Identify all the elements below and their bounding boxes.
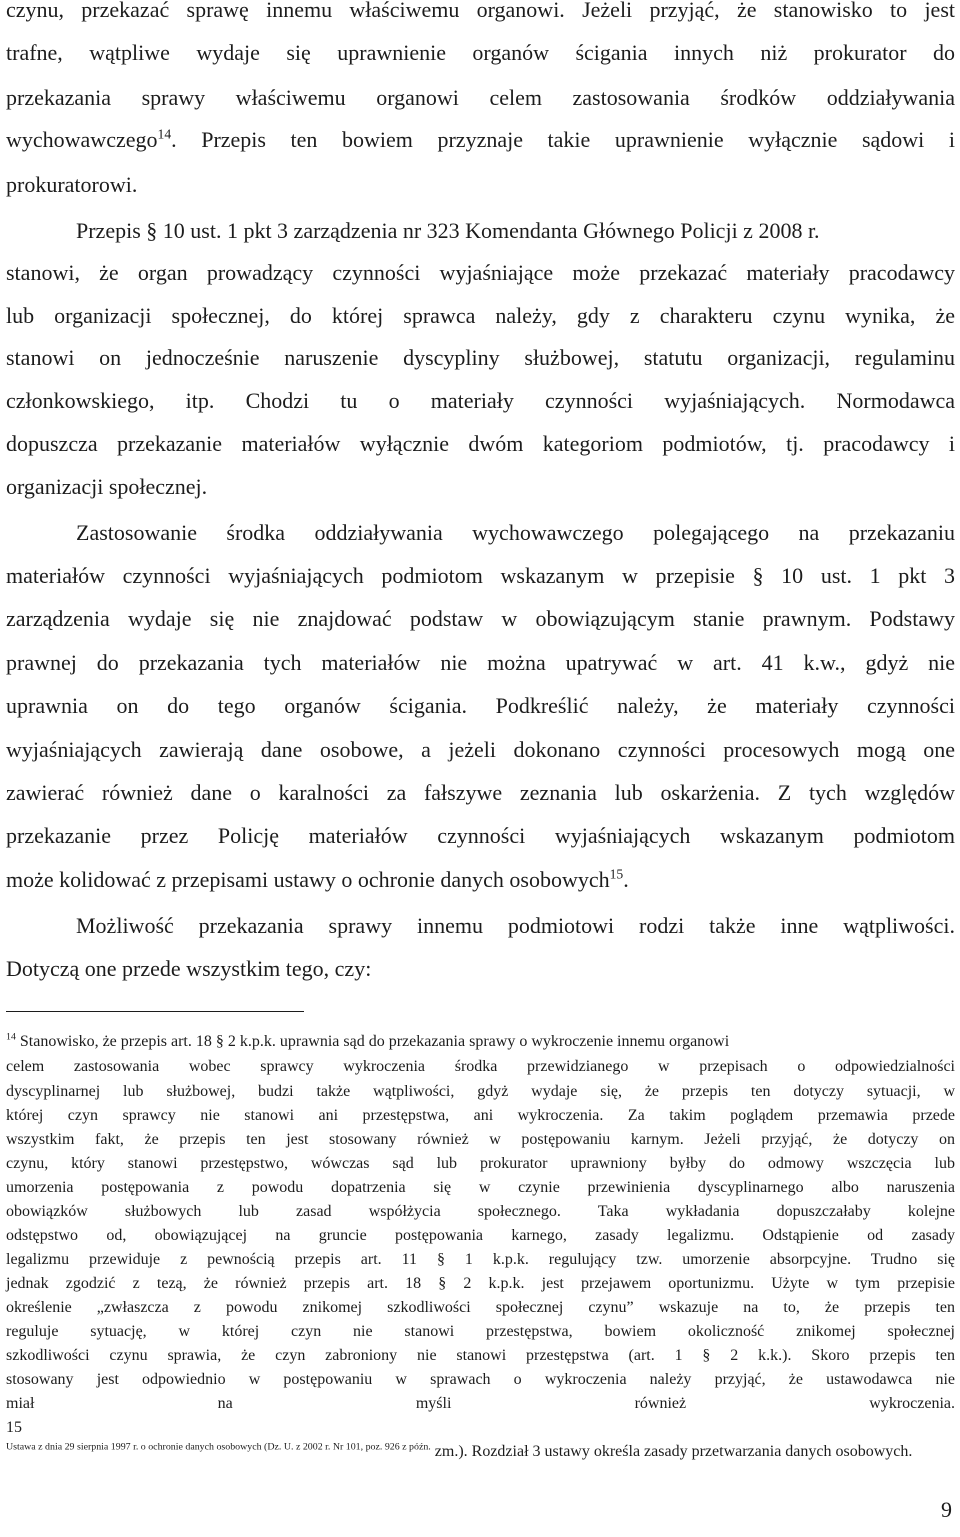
body-line: lub organizacji społecznej, do której sprawca należy, gdy z charakteru czynu wynika, że <box>6 303 955 328</box>
body-line: Zastosowanie środka oddziaływania wychowawczego polegającego na przekazaniu <box>76 520 955 545</box>
footnote-14: $^{14}$ Stanowisko, że przepis art. 18 § 2 k.p.k. uprawnia sąd do przekazania sprawy o wykroczenie innemu organowi <box>6 1031 730 1050</box>
body-line: uprawnia on do tego organów ścigania. Podkreślić należy, że materiały czynności <box>6 693 955 718</box>
body-line: członkowskiego, itp. Chodzi tu o materiały czynności wyjaśniających. Normodawca <box>6 388 955 413</box>
body-line: zawierać również dane o karalności za fałszywe zeznania lub oskarżenia. Z tych względów <box>6 780 955 805</box>
footnote-line: reguluje sytuację, w której czyn nie stanowi przestępstwa, bowiem okoliczność znikomej społecznej <box>6 1323 955 1340</box>
body-line: Dotyczą one przede wszystkim tego, czy: <box>6 956 372 981</box>
footnote-line: dyscyplinarnej lub służbowej, budzi także wątpliwości, gdyż wydaje się, że przepis ten dotyczy sytuacji, w <box>6 1083 955 1100</box>
footnote-line: stosowany jest odpowiednio w postępowaniu w sprawach o wykroczenia należy przyjąć, że ustawodawca nie <box>6 1371 955 1388</box>
footnote-line: określenie „zwłaszcza z powodu znikomej szkodliwości społecznej czynu” wskazuje na to, że przepis ten <box>6 1299 955 1316</box>
footnote-line: czynu, który stanowi przestępstwo, wówczas sąd lub prokurator uprawniony byłby do odmowy wszczęcia lub <box>6 1155 955 1172</box>
footnote-line: której czyn sprawcy nie stanowi ani przestępstwa, ani wykroczenia. Za takim poglądem przemawia przede <box>6 1107 955 1124</box>
body-line: przekazania sprawy właściwemu organowi celem zastosowania środków oddziaływania <box>6 85 955 110</box>
body-line: prokuratorowi. <box>6 172 138 197</box>
body-line: trafne, wątpliwe wydaje się uprawnienie organów ścigania innych niż prokurator do <box>6 40 955 65</box>
footnote-marker: Ustawa z dnia 29 sierpnia 1997 r. o ochronie danych osobowych (Dz. U. z 2002 r. Nr 101, poz. 926 z późn. <box>6 1441 431 1453</box>
body-line: stanowi, że organ prowadzący czynności wyjaśniające może przekazać materiały pracodawcy <box>6 260 955 285</box>
footnote-line: obowiązków służbowych lub zasad współżycia społecznego. Taka wykładania dopuszczałaby kolejne <box>6 1203 955 1220</box>
page-number: 9 <box>941 1497 952 1522</box>
footnote-line: wszystkim fakt, że przepis ten jest stosowany również w postępowaniu karnym. Jeżeli przyjąć, że dotyczy on <box>6 1131 955 1148</box>
footnote-line: jednak zgodzić z tezą, że również przepis art. 18 § 2 k.p.k. jest przejawem oportunizmu. Użyte w tym przepisie <box>6 1275 955 1292</box>
footnote-line: szkodliwości czynu sprawia, że czyn zabroniony nie stanowi przestępstwa (art. 1 § 2 k.k.). Skoro przepis ten <box>6 1347 955 1364</box>
footnote-line: miał na myśli również wykroczenia. <box>6 1395 955 1412</box>
footnote-line: legalizmu przewiduje z pewnością przepis art. 11 § 1 k.p.k. regulujący tzw. umorzenie absorpcyjne. Trudno się <box>6 1251 955 1268</box>
footnote-line: odstępstwo od, obowiązującej na gruncie postępowania karnego, zasady legalizmu. Odstąpienie od zasady <box>6 1227 955 1244</box>
body-line: wyjaśniających zawierają dane osobowe, a jeżeli dokonano czynności procesowych mogą one <box>6 737 955 762</box>
body-line: czynu, przekazać sprawę innemu właściwemu organowi. Jeżeli przyjąć, że stanowisko to jest <box>6 0 955 22</box>
footnote-line: umorzenia postępowania z powodu dopatrzenia się w czynie przewinienia dyscyplinarnego albo naruszenia <box>6 1179 955 1196</box>
body-line: materiałów czynności wyjaśniających podmiotom wskazanym w przepisie § 10 ust. 1 pkt 3 <box>6 563 955 588</box>
body-line: może kolidować z przepisami ustawy o ochronie danych osobowych$^{15}$. <box>6 866 629 892</box>
body-line: Przepis § 10 ust. 1 pkt 3 zarządzenia nr 323 Komendanta Głównego Policji z 2008 r. <box>76 218 820 243</box>
body-line: Możliwość przekazania sprawy innemu podmiotowi rodzi także inne wątpliwości. <box>76 913 955 938</box>
footnote-line: 15 <box>6 1419 22 1436</box>
body-line: dopuszcza przekazanie materiałów wyłącznie dwóm kategoriom podmiotów, tj. pracodawcy i <box>6 431 955 456</box>
footnote-15: $^{Ustawa z dnia 29 sierpnia 1997 r. o ochronie danych osobowych (Dz. U. z 2002 r. Nr 101, poz. 926 z późn.}$ zm.). Rozdział 3 ustawy określa zasady przetwarzania danych osobowych. <box>6 1441 913 1460</box>
footnote-ref-15[interactable]: 15 <box>609 866 624 882</box>
footnote-marker: 14 <box>6 1031 16 1043</box>
body-line: wychowawczego$^{14}$. Przepis ten bowiem przyznaje takie uprawnienie wyłącznie sądowi i <box>6 126 955 152</box>
body-line: stanowi on jednocześnie naruszenie dyscypliny służbowej, statutu organizacji, regulaminu <box>6 345 955 370</box>
body-line: prawnej do przekazania tych materiałów nie można upatrywać w art. 41 k.w., gdyż nie <box>6 650 955 675</box>
body-line: organizacji społecznej. <box>6 474 208 499</box>
footnote-ref-14[interactable]: 14 <box>157 126 172 142</box>
footnote-separator <box>6 1011 304 1012</box>
body-line: przekazanie przez Policję materiałów czynności wyjaśniających wskazanym podmiotom <box>6 823 955 848</box>
body-line: zarządzenia wydaje się nie znajdować podstaw w obowiązującym stanie prawnym. Podstawy <box>6 606 955 631</box>
footnote-line: celem zastosowania wobec sprawcy wykroczenia środka przewidzianego w przepisach o odpowiedzialności <box>6 1058 955 1075</box>
